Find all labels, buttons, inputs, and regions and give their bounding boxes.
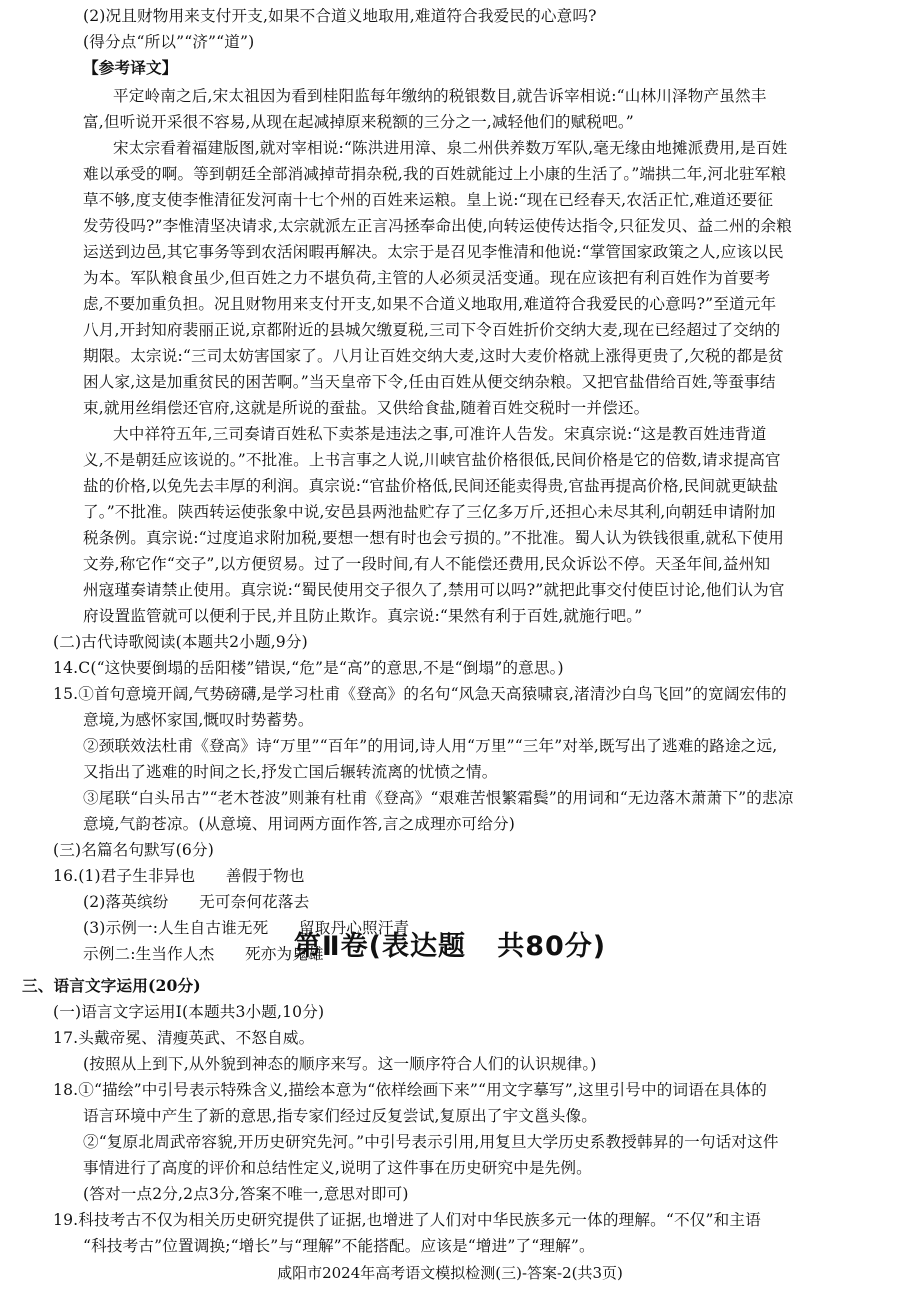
text-line: 草不够,度支使李惟清征发河南十七个州的百姓来运粮。皇上说:“现在已经春天,农活正忙,难道还要征 [83,191,774,209]
text-line: 示例二:生当作人杰 死亦为鬼雄 [83,945,324,963]
answer-item: 15.①首句意境开阔,气势磅礴,是学习杜甫《登高》的名句“风急天高猿啸哀,渚清沙白鸟飞回”的宽阔宏伟的 [53,685,787,703]
answer-item: 14.C(“这快要倒塌的岳阳楼”错误,“危”是“高”的意思,不是“倒塌”的意思。) [53,659,564,677]
section-heading: (二)古代诗歌阅读(本题共2小题,9分) [53,633,308,651]
text-line: 事情进行了高度的评价和总结性定义,说明了这件事在历史研究中是先例。 [83,1159,592,1177]
text-line: ②颈联效法杜甫《登高》诗“万里”“百年”的用词,诗人用“万里”“三年”对举,既写出了逃难的路途之远, [83,737,778,755]
text-line: (得分点“所以”“济”“道”) [83,33,255,51]
text-line: 了。”不批准。陕西转运使张象中说,安邑县两池盐贮存了三亿多万斤,还担心未尽其利,向朝廷申请附加 [83,503,776,521]
text-line: 虑,不要加重负担。况且财物用来支付开支,如果不合道义地取用,难道符合我爱民的心意吗?”至道元年 [83,295,777,313]
section-heading: 三、语言文字运用(20分) [22,976,201,995]
text-line: (3)示例一:人生自古谁无死 留取丹心照汗青 [83,919,410,937]
text-line: 府设置监管就可以便利于民,并且防止欺诈。真宗说:“果然有利于百姓,就施行吧。” [83,607,643,625]
text-line: (2)落英缤纷 无可奈何花落去 [83,893,310,911]
section-heading: (三)名篇名句默写(6分) [53,841,214,859]
answer-item: 19.科技考古不仅为相关历史研究提供了证据,也增进了人们对中华民族多元一体的理解。“不仅”和主语 [53,1211,761,1229]
section-heading: (一)语言文字运用Ⅰ(本题共3小题,10分) [53,1003,325,1021]
text-line: 意境,为感怀家国,慨叹时势蓄势。 [83,711,314,729]
text-line: 宋太宗看着福建版图,就对宰相说:“陈洪进用漳、泉二州供养数万军队,毫无缘由地摊派费用,是百姓 [113,139,788,157]
text-line: ②“复原北周武帝容貌,开历史研究先河。”中引号表示引用,用复旦大学历史系教授韩昇的一句话对这件 [83,1133,779,1151]
text-line: 税条例。真宗说:“过度追求附加税,要想一想有时也会亏损的。”不批准。蜀人认为铁钱很重,就私下使用 [83,529,785,547]
text-line: ③尾联“白头吊古”“老木苍波”则兼有杜甫《登高》“艰难苦恨繁霜鬓”的用词和“无边落木萧萧下”的悲凉 [83,789,794,807]
text-line: 难以承受的啊。等到朝廷全部消减掉苛捐杂税,我的百姓就能过上小康的生活了。”端拱二年,河北驻军粮 [83,165,787,183]
text-line: (答对一点2分,2点3分,答案不唯一,意思对即可) [83,1185,409,1203]
text-line: (按照从上到下,从外貌到神态的顺序来写。这一顺序符合人们的认识规律。) [83,1055,597,1073]
section-heading: 【参考译文】 [83,58,178,77]
section-title: 第Ⅱ卷(表达题 共80分) [293,931,607,962]
answer-item: 16.(1)君子生非异也 善假于物也 [53,867,305,885]
text-line: 意境,气韵苍凉。(从意境、用词两方面作答,言之成理亦可给分) [83,815,516,833]
text-line: 盐的价格,以免先去丰厚的利润。真宗说:“官盐价格低,民间还能卖得贵,官盐再提高价格,民间就更缺盐 [83,477,779,495]
text-line: 义,不是朝廷应该说的。”不批准。上书言事之人说,川峡官盐价格很低,民间价格是它的倍数,请求提高官 [83,451,781,469]
answer-item: 18.①“描绘”中引号表示特殊含义,描绘本意为“依样绘画下来”“用文字摹写”,这里引号中的词语在具体的 [53,1081,767,1099]
text-line: 发劳役吗?”李惟清坚决请求,太宗就派左正言冯拯奉命出使,向转运使传达指令,只征发贝、益二州的余粮 [83,217,792,235]
answer-item: 17.头戴帝冕、清瘦英武、不怒自威。 [53,1029,315,1047]
text-line: 语言环境中产生了新的意思,指专家们经过反复尝试,复原出了宇文邕头像。 [83,1107,598,1125]
text-line: 富,但听说开采很不容易,从现在起减掉原来税额的三分之一,减轻他们的赋税吧。” [83,113,634,131]
text-line: 困人家,这是加重贫民的困苦啊。”当天皇帝下令,任由百姓从便交纳杂粮。又把官盐借给百姓,等蚕事结 [83,373,776,391]
text-line: 州寇瑾奏请禁止使用。真宗说:“蜀民使用交子很久了,禁用可以吗?”就把此事交付使臣讨论,他们认为官 [83,581,785,599]
text-line: 八月,开封知府裴丽正说,京都附近的县城欠缴夏税,三司下令百姓折价交纳大麦,现在已经超过了交纳的 [83,321,781,339]
text-line: 文券,称它作“交子”,以方便贸易。过了一段时间,有人不能偿还费用,民众诉讼不停。天圣年间,益州知 [83,555,771,573]
text-line: 期限。太宗说:“三司太妨害国家了。八月让百姓交纳大麦,这时大麦价格就上涨得更贵了,欠税的都是贫 [83,347,784,365]
text-line: 大中祥符五年,三司奏请百姓私下卖茶是违法之事,可准许人告发。宋真宗说:“这是教百姓违背道 [113,425,767,443]
text-line: 运送到边邑,其它事务等到农活闲暇再解决。太宗于是召见李惟清和他说:“掌管国家政策之人,应该以民 [83,243,784,261]
text-line: 为本。军队粮食虽少,但百姓之力不堪负荷,主管的人必须灵活变通。现在应该把有利百姓作为首要考 [83,269,771,287]
text-line: (2)况且财物用来支付开支,如果不合道义地取用,难道符合我爱民的心意吗? [83,7,597,25]
text-line: 束,就用丝绢偿还官府,这就是所说的蚕盐。又供给食盐,随着百姓交税时一并偿还。 [83,399,650,417]
text-line: 平定岭南之后,宋太祖因为看到桂阳监每年缴纳的税银数目,就告诉宰相说:“山林川泽物产虽然丰 [113,87,767,105]
page-footer: 咸阳市2024年高考语文模拟检测(三)-答案-2(共3页) [277,1264,623,1282]
text-line: “科技考古”位置调换;“增长”与“理解”不能搭配。应该是“增进”了“理解”。 [83,1237,595,1255]
text-line: 又指出了逃难的时间之长,抒发亡国后辗转流离的忧愤之情。 [83,763,498,781]
